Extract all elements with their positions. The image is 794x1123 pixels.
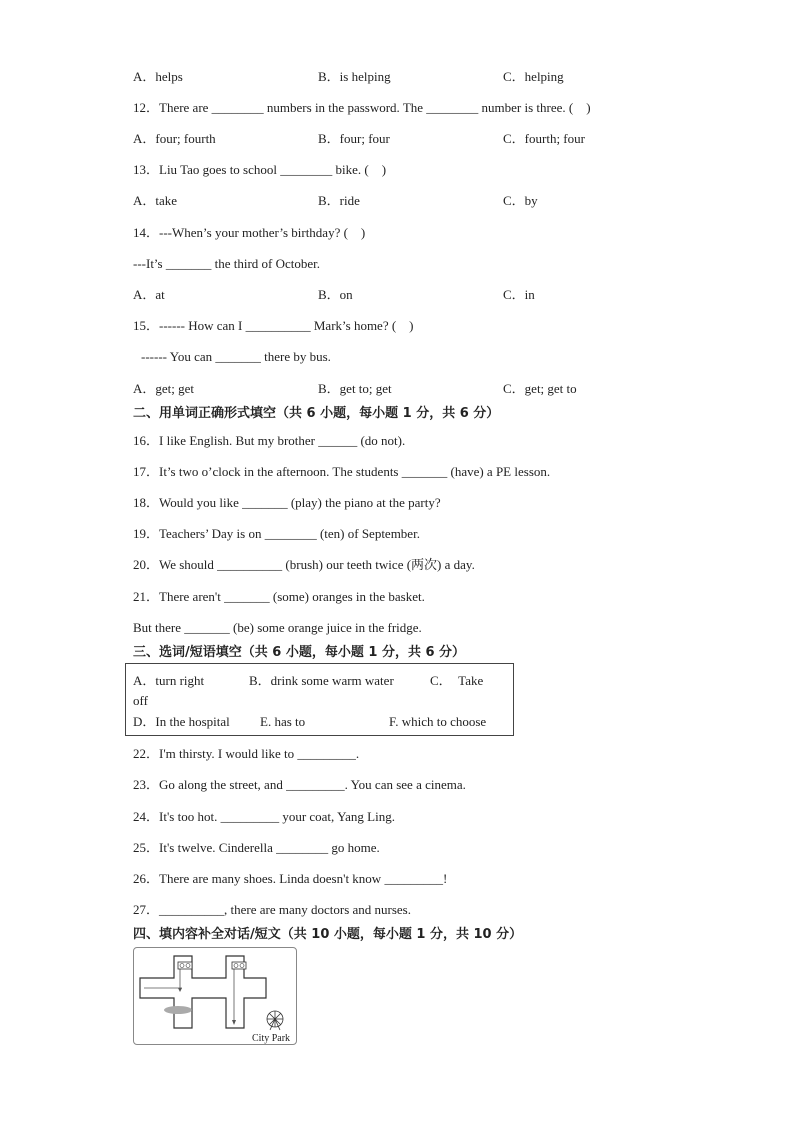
q14-option-c: C．in: [503, 287, 535, 302]
location-marker-blob: [164, 1006, 192, 1014]
traffic-sign-icon: [232, 962, 246, 969]
q11-option-b: B．is helping: [318, 69, 391, 84]
q23-question: 23．Go along the street, and _________. You can see a cinema.: [133, 777, 466, 792]
q25-question: 25．It's twelve. Cinderella ________ go home.: [133, 840, 380, 855]
q15-option-c: C．get; get to: [503, 381, 577, 396]
word-bank-box: [125, 663, 514, 736]
q15-option-a: A．get; get: [133, 381, 195, 396]
q15-option-b: B．get to; get: [318, 381, 392, 396]
q11-option-c: C．helping: [503, 69, 564, 84]
q12-option-a: A．four; fourth: [133, 131, 216, 146]
city-park-label: City Park: [252, 1033, 291, 1044]
q14-option-b: B．on: [318, 287, 353, 302]
word-bank-b: B．drink some warm water: [249, 673, 394, 688]
q22-question: 22．I'm thirsty. I would like to _________.: [133, 746, 360, 761]
q13-option-b: B．ride: [318, 193, 360, 208]
ferris-wheel-icon: [267, 1011, 283, 1030]
street-map-image: [133, 947, 297, 1045]
word-bank-a: A．turn right: [133, 673, 205, 688]
q13-question: 13．Liu Tao goes to school ________ bike. ( ): [133, 162, 387, 177]
q14-option-a: A．at: [133, 287, 165, 302]
section-2-title: 二、用单词正确形式填空（共 6 小题，每小题 1 分，共 6 分）: [133, 406, 500, 421]
q19-question: 19．Teachers’ Day is on ________ (ten) of September.: [133, 526, 420, 541]
q21-second-line: But there _______ (be) some orange juice in the fridge.: [133, 620, 422, 635]
traffic-sign-icon: [178, 962, 192, 969]
q12-question: 12．There are ________ numbers in the password. The ________ number is three. ( ): [133, 100, 591, 115]
q21-question: 21．There aren't _______ (some) oranges in the basket.: [133, 589, 425, 604]
word-bank-f: F. which to choose: [389, 714, 487, 729]
word-bank-d: D．In the hospital: [133, 714, 230, 729]
q13-option-c: C．by: [503, 193, 538, 208]
q24-question: 24．It's too hot. _________ your coat, Yang Ling.: [133, 809, 395, 824]
q14-question: 14．---When’s your mother’s birthday? ( ): [133, 225, 366, 240]
q13-option-a: A．take: [133, 193, 178, 208]
section-3-title: 三、选词/短语填空（共 6 小题，每小题 1 分，共 6 分）: [133, 645, 466, 660]
q12-option-c: C．fourth; four: [503, 131, 585, 146]
q15-question: 15．------ How can I __________ Mark’s home? ( ): [133, 318, 414, 333]
q11-option-a: A．helps: [133, 69, 183, 84]
word-bank-c: C． Take: [430, 673, 484, 688]
q17-question: 17．It’s two o’clock in the afternoon. The students _______ (have) a PE lesson.: [133, 464, 551, 479]
q12-option-b: B．four; four: [318, 131, 390, 146]
q14-answer-line: ---It’s _______ the third of October.: [133, 256, 321, 271]
word-bank-e: E. has to: [260, 714, 306, 729]
q27-question: 27．__________, there are many doctors and nurses.: [133, 902, 411, 917]
q15-answer-line: ------ You can _______ there by bus.: [141, 349, 331, 364]
section-4-title: 四、填内容补全对话/短文（共 10 小题，每小题 1 分，共 10 分）: [133, 927, 523, 942]
q16-question: 16．I like English. But my brother ______ (do not).: [133, 433, 406, 448]
q20-question: 20．We should __________ (brush) our teeth twice (两次) a day.: [133, 557, 475, 572]
word-bank-c-continued: off: [133, 693, 148, 708]
q18-question: 18．Would you like _______ (play) the piano at the party?: [133, 495, 441, 510]
q26-question: 26．There are many shoes. Linda doesn't know _________!: [133, 871, 448, 886]
street-map-drawing: [134, 948, 296, 1044]
